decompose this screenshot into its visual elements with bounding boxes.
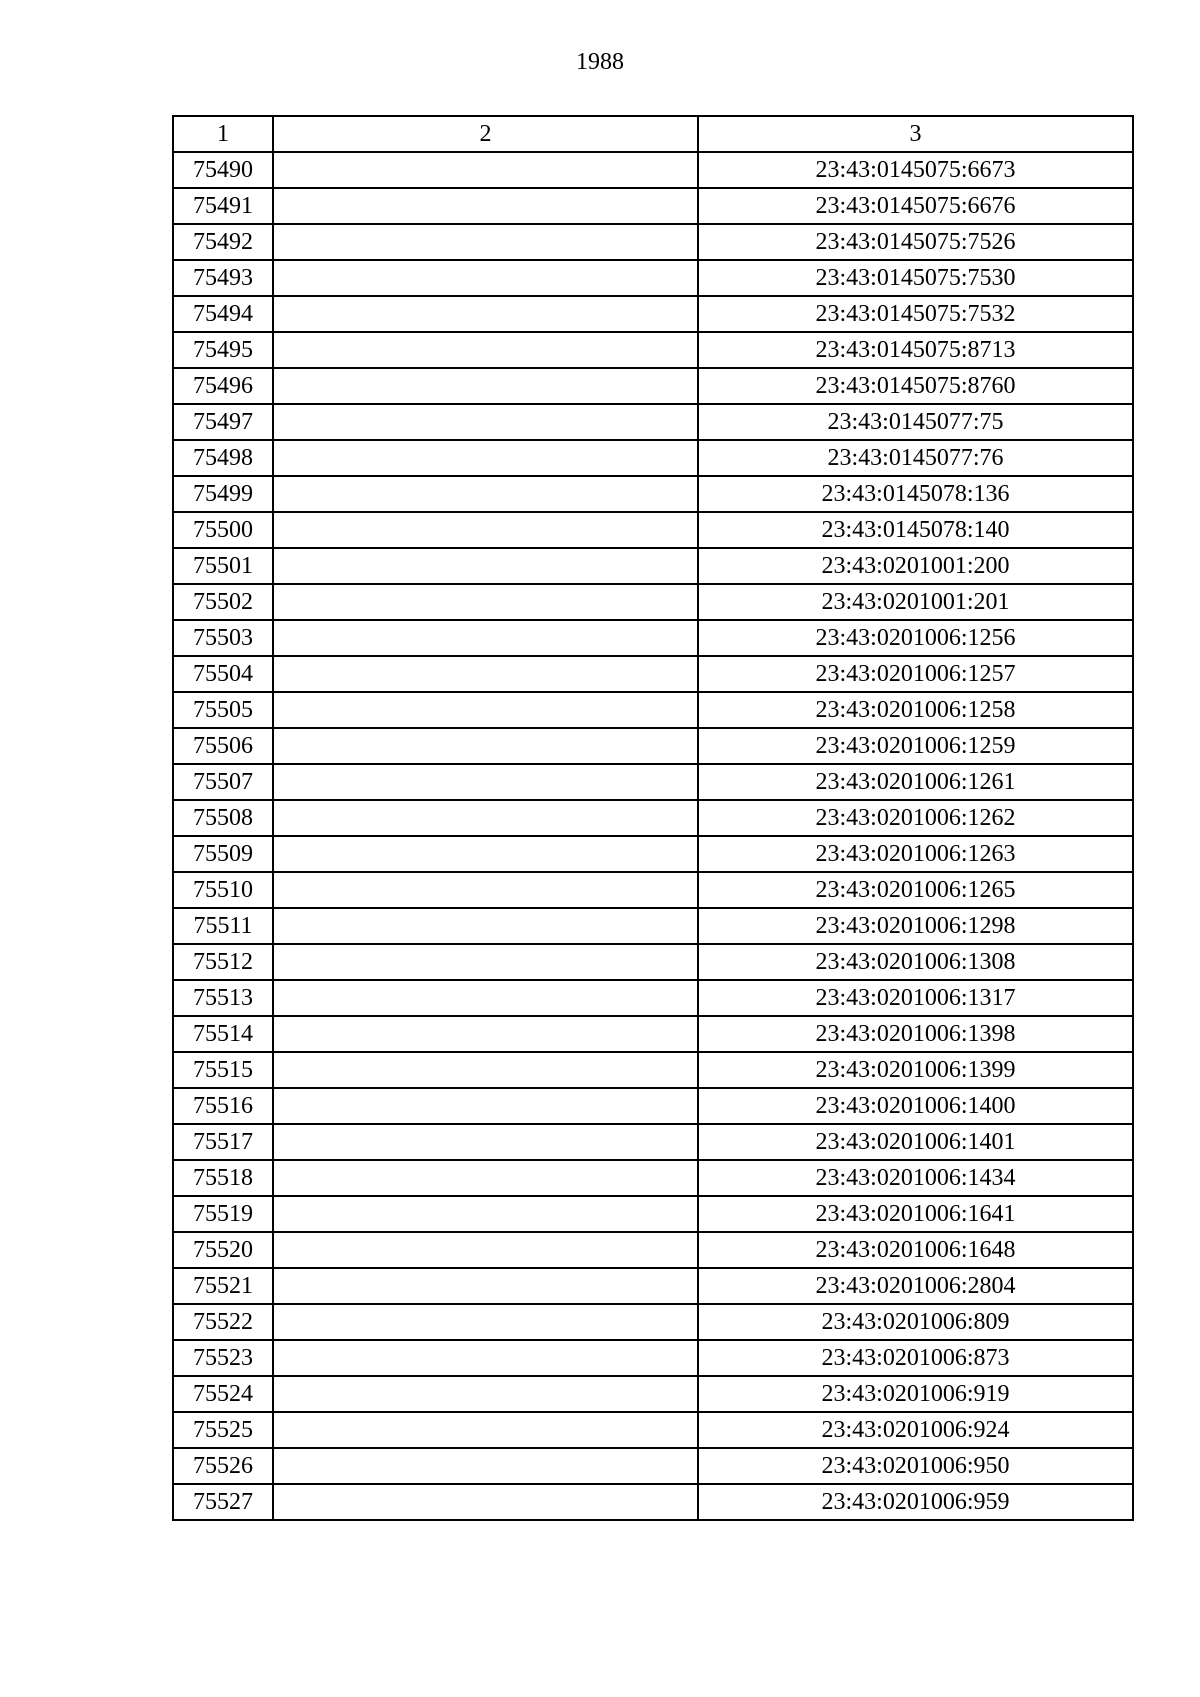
- table-row: [173, 548, 1133, 584]
- column-header-3: 3: [698, 116, 1133, 152]
- description-cell: [273, 620, 698, 656]
- description-cell: [273, 476, 698, 512]
- row-number-cell: 75507: [173, 764, 273, 800]
- row-number-cell: 75502: [173, 584, 273, 620]
- table-row: [173, 1412, 1133, 1448]
- cadastral-number-cell: 23:43:0201006:1308: [698, 944, 1133, 980]
- row-number-cell: 75508: [173, 800, 273, 836]
- table-row: [173, 1124, 1133, 1160]
- cadastral-number-cell: 23:43:0201001:200: [698, 548, 1133, 584]
- description-cell: [273, 1448, 698, 1484]
- cadastral-number-cell: 23:43:0145075:6673: [698, 152, 1133, 188]
- table-row: [173, 1052, 1133, 1088]
- cadastral-number-cell: 23:43:0201006:1265: [698, 872, 1133, 908]
- cadastral-number-cell: 23:43:0145077:76: [698, 440, 1133, 476]
- row-number-cell: 75493: [173, 260, 273, 296]
- row-number-cell: 75522: [173, 1304, 273, 1340]
- row-number-cell: 75527: [173, 1484, 273, 1520]
- cadastral-number-cell: 23:43:0145075:6676: [698, 188, 1133, 224]
- table-row: [173, 692, 1133, 728]
- table-row: [173, 620, 1133, 656]
- description-cell: [273, 1160, 698, 1196]
- table-row: [173, 296, 1133, 332]
- column-header-1: 1: [173, 116, 273, 152]
- row-number-cell: 75519: [173, 1196, 273, 1232]
- table-row: [173, 800, 1133, 836]
- row-number-cell: 75506: [173, 728, 273, 764]
- cadastral-number-cell: 23:43:0145078:136: [698, 476, 1133, 512]
- table-row: [173, 1376, 1133, 1412]
- row-number-cell: 75504: [173, 656, 273, 692]
- description-cell: [273, 512, 698, 548]
- registry-table: [172, 115, 1134, 1521]
- row-number-cell: 75514: [173, 1016, 273, 1052]
- row-number-cell: 75492: [173, 224, 273, 260]
- table-row: [173, 1088, 1133, 1124]
- row-number-cell: 75523: [173, 1340, 273, 1376]
- cadastral-number-cell: 23:43:0201006:809: [698, 1304, 1133, 1340]
- description-cell: [273, 836, 698, 872]
- cadastral-number-cell: 23:43:0201006:1258: [698, 692, 1133, 728]
- table-row: [173, 1268, 1133, 1304]
- cadastral-number-cell: 23:43:0201006:1399: [698, 1052, 1133, 1088]
- row-number-cell: 75516: [173, 1088, 273, 1124]
- description-cell: [273, 188, 698, 224]
- cadastral-number-cell: 23:43:0201006:1261: [698, 764, 1133, 800]
- table-row: [173, 476, 1133, 512]
- description-cell: [273, 548, 698, 584]
- description-cell: [273, 872, 698, 908]
- row-number-cell: 75513: [173, 980, 273, 1016]
- row-number-cell: 75517: [173, 1124, 273, 1160]
- description-cell: [273, 440, 698, 476]
- table-row: [173, 836, 1133, 872]
- cadastral-number-cell: 23:43:0201006:1648: [698, 1232, 1133, 1268]
- description-cell: [273, 1088, 698, 1124]
- row-number-cell: 75496: [173, 368, 273, 404]
- description-cell: [273, 1376, 698, 1412]
- table-row: [173, 728, 1133, 764]
- description-cell: [273, 224, 698, 260]
- description-cell: [273, 908, 698, 944]
- cadastral-number-cell: 23:43:0145075:7532: [698, 296, 1133, 332]
- row-number-cell: 75521: [173, 1268, 273, 1304]
- row-number-cell: 75505: [173, 692, 273, 728]
- table-row: [173, 1016, 1133, 1052]
- cadastral-number-cell: 23:43:0201006:2804: [698, 1268, 1133, 1304]
- description-cell: [273, 260, 698, 296]
- description-cell: [273, 1412, 698, 1448]
- row-number-cell: 75510: [173, 872, 273, 908]
- row-number-cell: 75518: [173, 1160, 273, 1196]
- table-row: [173, 152, 1133, 188]
- cadastral-number-cell: 23:43:0145075:8760: [698, 368, 1133, 404]
- cadastral-number-cell: 23:43:0201006:959: [698, 1484, 1133, 1520]
- row-number-cell: 75526: [173, 1448, 273, 1484]
- row-number-cell: 75499: [173, 476, 273, 512]
- cadastral-number-cell: 23:43:0201006:1257: [698, 656, 1133, 692]
- table-row: [173, 1196, 1133, 1232]
- description-cell: [273, 980, 698, 1016]
- row-number-cell: 75503: [173, 620, 273, 656]
- table-row: [173, 260, 1133, 296]
- cadastral-number-cell: 23:43:0145075:7530: [698, 260, 1133, 296]
- table-row: [173, 656, 1133, 692]
- table-row: [173, 1160, 1133, 1196]
- cadastral-number-cell: 23:43:0201006:1641: [698, 1196, 1133, 1232]
- cadastral-number-cell: 23:43:0201006:1401: [698, 1124, 1133, 1160]
- cadastral-number-cell: 23:43:0145075:7526: [698, 224, 1133, 260]
- page-number: 1988: [576, 49, 624, 75]
- row-number-cell: 75512: [173, 944, 273, 980]
- table-row: [173, 512, 1133, 548]
- description-cell: [273, 368, 698, 404]
- description-cell: [273, 944, 698, 980]
- cadastral-number-cell: 23:43:0201006:1398: [698, 1016, 1133, 1052]
- row-number-cell: 75520: [173, 1232, 273, 1268]
- cadastral-number-cell: 23:43:0201006:1256: [698, 620, 1133, 656]
- description-cell: [273, 584, 698, 620]
- description-cell: [273, 1484, 698, 1520]
- table-row: [173, 1232, 1133, 1268]
- description-cell: [273, 692, 698, 728]
- cadastral-number-cell: 23:43:0201006:873: [698, 1340, 1133, 1376]
- description-cell: [273, 404, 698, 440]
- table-row: [173, 332, 1133, 368]
- cadastral-number-cell: 23:43:0201006:1317: [698, 980, 1133, 1016]
- row-number-cell: 75497: [173, 404, 273, 440]
- cadastral-number-cell: 23:43:0201006:1262: [698, 800, 1133, 836]
- description-cell: [273, 800, 698, 836]
- description-cell: [273, 1340, 698, 1376]
- table-body: [173, 152, 1133, 1520]
- description-cell: [273, 1016, 698, 1052]
- description-cell: [273, 1304, 698, 1340]
- column-header-2: 2: [273, 116, 698, 152]
- table-row: [173, 188, 1133, 224]
- row-number-cell: 75494: [173, 296, 273, 332]
- description-cell: [273, 764, 698, 800]
- cadastral-number-cell: 23:43:0201006:1259: [698, 728, 1133, 764]
- table-row: [173, 764, 1133, 800]
- table-header: [173, 116, 1133, 152]
- description-cell: [273, 1268, 698, 1304]
- cadastral-number-cell: 23:43:0201001:201: [698, 584, 1133, 620]
- cadastral-number-cell: 23:43:0201006:924: [698, 1412, 1133, 1448]
- row-number-cell: 75509: [173, 836, 273, 872]
- row-number-cell: 75495: [173, 332, 273, 368]
- description-cell: [273, 152, 698, 188]
- table-row: [173, 1448, 1133, 1484]
- table-row: [173, 980, 1133, 1016]
- table-row: [173, 368, 1133, 404]
- table-row: [173, 908, 1133, 944]
- table-row: [173, 1340, 1133, 1376]
- row-number-cell: 75515: [173, 1052, 273, 1088]
- cadastral-number-cell: 23:43:0201006:1400: [698, 1088, 1133, 1124]
- cadastral-number-cell: 23:43:0201006:950: [698, 1448, 1133, 1484]
- description-cell: [273, 296, 698, 332]
- description-cell: [273, 332, 698, 368]
- row-number-cell: 75500: [173, 512, 273, 548]
- row-number-cell: 75490: [173, 152, 273, 188]
- table-row: [173, 944, 1133, 980]
- table-row: [173, 872, 1133, 908]
- table-row: [173, 224, 1133, 260]
- description-cell: [273, 1232, 698, 1268]
- header-row: [173, 116, 1133, 152]
- description-cell: [273, 1196, 698, 1232]
- description-cell: [273, 728, 698, 764]
- description-cell: [273, 1052, 698, 1088]
- table-row: [173, 584, 1133, 620]
- row-number-cell: 75511: [173, 908, 273, 944]
- row-number-cell: 75501: [173, 548, 273, 584]
- cadastral-number-cell: 23:43:0201006:919: [698, 1376, 1133, 1412]
- cadastral-number-cell: 23:43:0145077:75: [698, 404, 1133, 440]
- cadastral-number-cell: 23:43:0201006:1263: [698, 836, 1133, 872]
- row-number-cell: 75491: [173, 188, 273, 224]
- row-number-cell: 75525: [173, 1412, 273, 1448]
- row-number-cell: 75498: [173, 440, 273, 476]
- table-row: [173, 404, 1133, 440]
- table-row: [173, 1304, 1133, 1340]
- cadastral-number-cell: 23:43:0145078:140: [698, 512, 1133, 548]
- row-number-cell: 75524: [173, 1376, 273, 1412]
- description-cell: [273, 656, 698, 692]
- description-cell: [273, 1124, 698, 1160]
- cadastral-number-cell: 23:43:0145075:8713: [698, 332, 1133, 368]
- cadastral-number-cell: 23:43:0201006:1434: [698, 1160, 1133, 1196]
- cadastral-number-cell: 23:43:0201006:1298: [698, 908, 1133, 944]
- table-row: [173, 440, 1133, 476]
- table-row: [173, 1484, 1133, 1520]
